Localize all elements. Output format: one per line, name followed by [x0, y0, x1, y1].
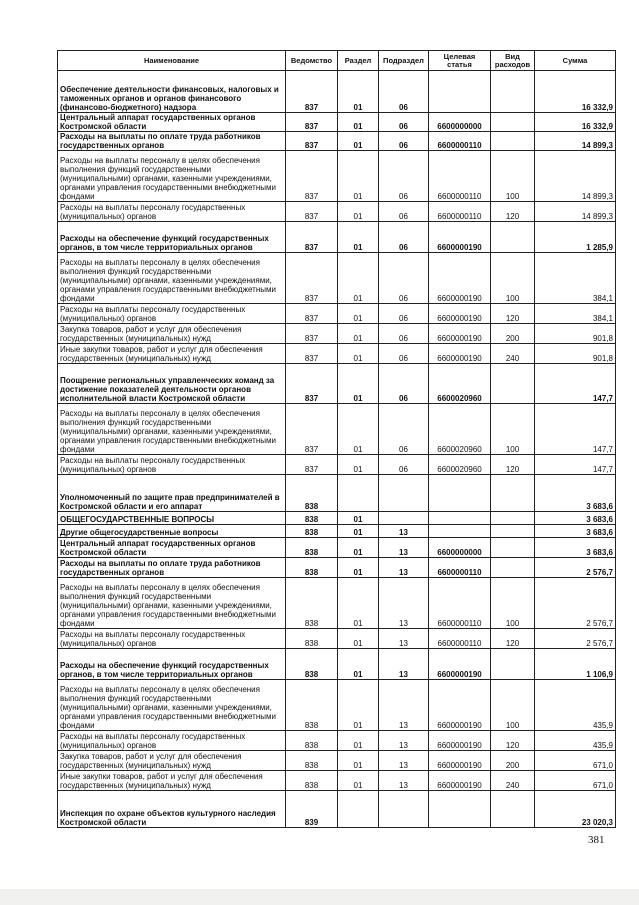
row-target: 6600000190	[429, 253, 491, 304]
row-section: 01	[338, 680, 379, 731]
row-section: 01	[338, 455, 379, 475]
row-name: Расходы на выплаты персоналу в целях обеспечения выполнения функций государственными (муниципальными) органами, казенными учреждениями, органами управления государственными внебюджетными фондами	[58, 253, 286, 304]
row-sum: 2 576,7	[535, 558, 616, 578]
row-dept: 838	[286, 538, 338, 558]
table-row	[58, 404, 616, 455]
table-row	[58, 538, 616, 558]
row-section: 01	[338, 512, 379, 525]
row-sum: 23 020,3	[535, 791, 616, 828]
table-row	[58, 455, 616, 475]
table-row	[58, 324, 616, 344]
row-section: 01	[338, 558, 379, 578]
row-dept: 839	[286, 791, 338, 828]
row-target	[429, 512, 491, 525]
row-target: 6600020960	[429, 455, 491, 475]
row-target: 6600000190	[429, 731, 491, 751]
header-subsection: Подраздел	[379, 51, 429, 71]
row-dept: 837	[286, 324, 338, 344]
row-exp	[491, 558, 535, 578]
row-name: Центральный аппарат государственных органов Костромской области	[58, 113, 286, 132]
row-section: 01	[338, 132, 379, 151]
row-dept: 838	[286, 558, 338, 578]
row-name: Поощрение региональных управленческих команд за достижение показателей деятельности органов исполнительной власти Костромской области	[58, 364, 286, 404]
row-section: 01	[338, 525, 379, 538]
row-section: 01	[338, 202, 379, 222]
row-dept: 838	[286, 578, 338, 629]
table-row	[58, 344, 616, 364]
row-section: 01	[338, 629, 379, 649]
row-target: 6600000110	[429, 151, 491, 202]
row-subsection: 06	[379, 253, 429, 304]
row-dept: 838	[286, 771, 338, 791]
row-section: 01	[338, 649, 379, 680]
row-subsection: 06	[379, 344, 429, 364]
header-sum: Сумма	[535, 51, 616, 71]
row-dept: 838	[286, 512, 338, 525]
row-sum: 671,0	[535, 751, 616, 771]
table-row	[58, 558, 616, 578]
row-subsection: 13	[379, 525, 429, 538]
table-row	[58, 578, 616, 629]
row-sum: 147,7	[535, 364, 616, 404]
row-subsection	[379, 791, 429, 828]
row-name: Расходы на выплаты персоналу государственных (муниципальных) органов	[58, 202, 286, 222]
table-row	[58, 791, 616, 828]
table-row	[58, 113, 616, 132]
row-dept: 837	[286, 202, 338, 222]
row-target: 6600000110	[429, 558, 491, 578]
row-name: Расходы на выплаты персоналу в целях обеспечения выполнения функций государственными (муниципальными) органами, казенными учреждениями, органами управления государственными внебюджетными фондами	[58, 680, 286, 731]
table-row	[58, 512, 616, 525]
row-target: 6600000190	[429, 751, 491, 771]
row-sum: 2 576,7	[535, 629, 616, 649]
row-name: Расходы на обеспечение функций государственных органов, в том числе территориальных органов	[58, 649, 286, 680]
row-exp: 120	[491, 202, 535, 222]
row-sum: 3 683,6	[535, 475, 616, 512]
row-target: 6600000190	[429, 222, 491, 253]
row-target: 6600000110	[429, 132, 491, 151]
row-exp: 120	[491, 304, 535, 324]
row-target	[429, 475, 491, 512]
row-sum: 14 899,3	[535, 132, 616, 151]
row-target: 6600020960	[429, 404, 491, 455]
row-sum: 1 106,9	[535, 649, 616, 680]
header-exp: Вид расходов	[491, 51, 535, 71]
row-section: 01	[338, 538, 379, 558]
row-name: Закупка товаров, работ и услуг для обеспечения государственных (муниципальных) нужд	[58, 751, 286, 771]
row-subsection: 06	[379, 364, 429, 404]
row-dept: 837	[286, 404, 338, 455]
header-dept: Ведомство	[286, 51, 338, 71]
table-body	[58, 71, 616, 828]
row-sum: 901,8	[535, 344, 616, 364]
header-section: Раздел	[338, 51, 379, 71]
row-name: Расходы на выплаты персоналу государственных (муниципальных) органов	[58, 731, 286, 751]
row-target: 6600000190	[429, 771, 491, 791]
row-name: Расходы на выплаты персоналу государственных (муниципальных) органов	[58, 455, 286, 475]
row-name: Центральный аппарат государственных органов Костромской области	[58, 538, 286, 558]
row-section: 01	[338, 253, 379, 304]
row-subsection: 13	[379, 629, 429, 649]
row-sum: 147,7	[535, 404, 616, 455]
row-name: Расходы на обеспечение функций государственных органов, в том числе территориальных органов	[58, 222, 286, 253]
row-subsection: 13	[379, 558, 429, 578]
row-target	[429, 525, 491, 538]
row-exp	[491, 538, 535, 558]
row-dept: 838	[286, 649, 338, 680]
table-row	[58, 132, 616, 151]
row-subsection	[379, 512, 429, 525]
table-row	[58, 525, 616, 538]
row-subsection: 06	[379, 304, 429, 324]
row-exp	[491, 71, 535, 113]
row-target	[429, 791, 491, 828]
row-section: 01	[338, 578, 379, 629]
table-header-row	[58, 51, 616, 71]
row-name: Расходы на выплаты по оплате труда работников государственных органов	[58, 558, 286, 578]
budget-table	[57, 50, 616, 828]
row-dept: 837	[286, 113, 338, 132]
row-exp: 240	[491, 344, 535, 364]
row-section: 01	[338, 304, 379, 324]
row-target: 6600000110	[429, 202, 491, 222]
row-exp	[491, 222, 535, 253]
row-subsection: 06	[379, 132, 429, 151]
row-dept: 838	[286, 629, 338, 649]
row-target: 6600000190	[429, 304, 491, 324]
row-name: Расходы на выплаты персоналу государственных (муниципальных) органов	[58, 304, 286, 324]
row-sum: 384,1	[535, 304, 616, 324]
row-name: Расходы на выплаты персоналу государственных (муниципальных) органов	[58, 629, 286, 649]
table-row	[58, 364, 616, 404]
row-subsection: 06	[379, 404, 429, 455]
row-target: 6600000110	[429, 629, 491, 649]
row-section: 01	[338, 364, 379, 404]
row-sum: 14 899,3	[535, 151, 616, 202]
table-row	[58, 629, 616, 649]
row-dept: 837	[286, 364, 338, 404]
row-sum: 671,0	[535, 771, 616, 791]
row-subsection: 06	[379, 202, 429, 222]
table-row	[58, 151, 616, 202]
row-subsection: 13	[379, 578, 429, 629]
table-row	[58, 304, 616, 324]
table-row	[58, 751, 616, 771]
row-name: Другие общегосударственные вопросы	[58, 525, 286, 538]
row-dept: 837	[286, 455, 338, 475]
row-dept: 837	[286, 304, 338, 324]
row-name: Уполномоченный по защите прав предпринимателей в Костромской области и его аппарат	[58, 475, 286, 512]
row-name: Обеспечение деятельности финансовых, налоговых и таможенных органов и органов финансового (финансово-бюджетного) надзора	[58, 71, 286, 113]
row-exp: 100	[491, 253, 535, 304]
row-exp: 200	[491, 324, 535, 344]
row-section: 01	[338, 222, 379, 253]
table-row	[58, 680, 616, 731]
header-name: Наименование	[58, 51, 286, 71]
row-sum: 16 332,9	[535, 71, 616, 113]
row-subsection	[379, 475, 429, 512]
row-target: 6600000000	[429, 538, 491, 558]
row-section: 01	[338, 751, 379, 771]
table-row	[58, 222, 616, 253]
row-exp: 100	[491, 578, 535, 629]
row-subsection: 06	[379, 324, 429, 344]
table-row	[58, 71, 616, 113]
page-number: 381	[588, 834, 605, 846]
row-subsection: 06	[379, 71, 429, 113]
row-dept: 837	[286, 71, 338, 113]
row-exp	[491, 364, 535, 404]
row-exp	[491, 791, 535, 828]
row-exp	[491, 475, 535, 512]
table-row	[58, 253, 616, 304]
row-sum: 16 332,9	[535, 113, 616, 132]
row-target: 6600020960	[429, 364, 491, 404]
row-name: Иные закупки товаров, работ и услуг для обеспечения государственных (муниципальных) нужд	[58, 344, 286, 364]
row-sum: 3 683,6	[535, 538, 616, 558]
row-exp: 120	[491, 455, 535, 475]
row-sum: 384,1	[535, 253, 616, 304]
table-row	[58, 475, 616, 512]
row-target: 6600000000	[429, 113, 491, 132]
row-name: ОБЩЕГОСУДАРСТВЕННЫЕ ВОПРОСЫ	[58, 512, 286, 525]
row-exp: 120	[491, 629, 535, 649]
row-subsection: 13	[379, 538, 429, 558]
row-subsection: 06	[379, 222, 429, 253]
row-name: Расходы на выплаты персоналу в целях обеспечения выполнения функций государственными (муниципальными) органами, казенными учреждениями, органами управления государственными внебюджетными фондами	[58, 151, 286, 202]
row-dept: 838	[286, 731, 338, 751]
row-section: 01	[338, 151, 379, 202]
row-section: 01	[338, 344, 379, 364]
row-sum: 147,7	[535, 455, 616, 475]
row-sum: 3 683,6	[535, 525, 616, 538]
row-dept: 838	[286, 751, 338, 771]
row-target: 6600000190	[429, 680, 491, 731]
row-subsection: 13	[379, 649, 429, 680]
row-exp	[491, 649, 535, 680]
row-section: 01	[338, 731, 379, 751]
row-section: 01	[338, 404, 379, 455]
row-name: Расходы на выплаты по оплате труда работников государственных органов	[58, 132, 286, 151]
row-section	[338, 791, 379, 828]
row-subsection: 06	[379, 455, 429, 475]
row-subsection: 13	[379, 771, 429, 791]
row-exp: 100	[491, 680, 535, 731]
table-row	[58, 202, 616, 222]
row-target: 6600000190	[429, 324, 491, 344]
row-section: 01	[338, 71, 379, 113]
row-dept: 837	[286, 253, 338, 304]
table-row	[58, 649, 616, 680]
row-name: Закупка товаров, работ и услуг для обеспечения государственных (муниципальных) нужд	[58, 324, 286, 344]
row-name: Расходы на выплаты персоналу в целях обеспечения выполнения функций государственными (муниципальными) органами, казенными учреждениями, органами управления государственными внебюджетными фондами	[58, 404, 286, 455]
table-row	[58, 731, 616, 751]
row-exp: 100	[491, 151, 535, 202]
row-dept: 837	[286, 344, 338, 364]
header-target: Целевая статья	[429, 51, 491, 71]
row-sum: 3 683,6	[535, 512, 616, 525]
row-exp: 100	[491, 404, 535, 455]
row-name: Инспекция по охране объектов культурного наследия Костромской области	[58, 791, 286, 828]
row-dept: 837	[286, 132, 338, 151]
row-sum: 1 285,9	[535, 222, 616, 253]
row-target	[429, 71, 491, 113]
row-section	[338, 475, 379, 512]
row-section: 01	[338, 324, 379, 344]
row-sum: 2 576,7	[535, 578, 616, 629]
row-subsection: 13	[379, 751, 429, 771]
row-subsection: 06	[379, 113, 429, 132]
row-subsection: 13	[379, 731, 429, 751]
row-dept: 838	[286, 680, 338, 731]
row-section: 01	[338, 113, 379, 132]
row-exp: 200	[491, 751, 535, 771]
row-exp: 240	[491, 771, 535, 791]
row-sum: 435,9	[535, 680, 616, 731]
row-exp: 120	[491, 731, 535, 751]
row-dept: 837	[286, 151, 338, 202]
row-target: 6600000190	[429, 344, 491, 364]
row-target: 6600000110	[429, 578, 491, 629]
row-sum: 901,8	[535, 324, 616, 344]
row-exp	[491, 113, 535, 132]
row-dept: 837	[286, 222, 338, 253]
row-sum: 14 899,3	[535, 202, 616, 222]
row-exp	[491, 512, 535, 525]
row-section: 01	[338, 771, 379, 791]
row-name: Иные закупки товаров, работ и услуг для обеспечения государственных (муниципальных) нужд	[58, 771, 286, 791]
row-exp	[491, 525, 535, 538]
row-target: 6600000190	[429, 649, 491, 680]
table-row	[58, 771, 616, 791]
row-subsection: 06	[379, 151, 429, 202]
row-subsection: 13	[379, 680, 429, 731]
row-sum: 435,9	[535, 731, 616, 751]
row-dept: 838	[286, 475, 338, 512]
row-name: Расходы на выплаты персоналу в целях обеспечения выполнения функций государственными (муниципальными) органами, казенными учреждениями, органами управления государственными внебюджетными фондами	[58, 578, 286, 629]
row-dept: 838	[286, 525, 338, 538]
row-exp	[491, 132, 535, 151]
scan-bottom-edge	[0, 889, 639, 905]
